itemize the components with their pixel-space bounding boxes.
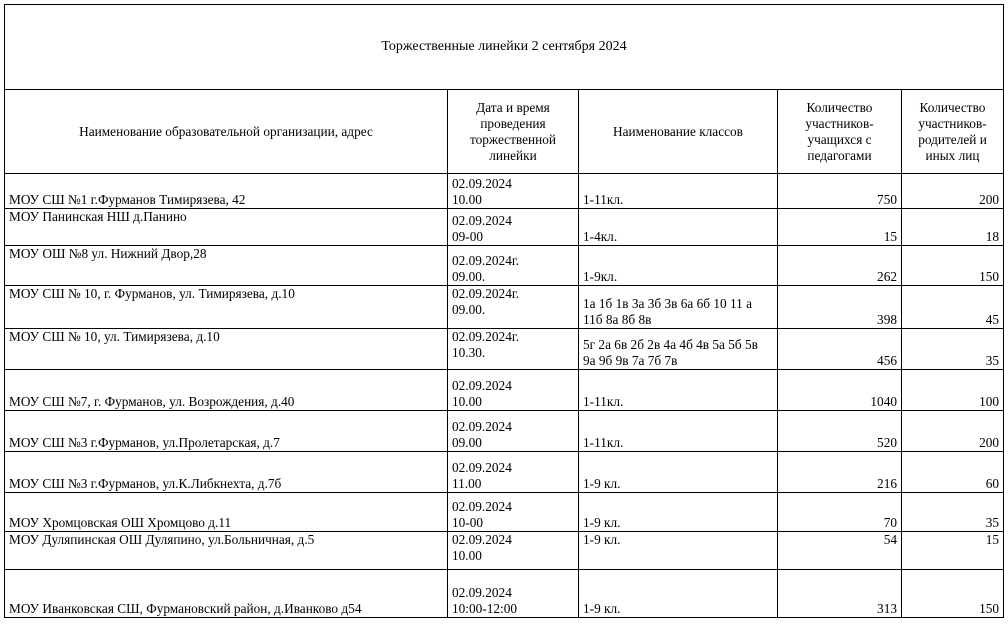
row-date-day: 02.09.2024г. (452, 253, 520, 268)
row-date-day: 02.09.2024 (452, 460, 512, 475)
table-row (5, 174, 1004, 209)
row-date-day: 02.09.2024 (452, 213, 512, 228)
row-classes: 1-4кл. (579, 209, 778, 246)
row-date-day: 02.09.2024 (452, 499, 512, 514)
row-date (448, 370, 579, 411)
row-parents: 18 (902, 209, 1004, 246)
row-classes: 1-11кл. (579, 411, 778, 452)
row-date-day: 02.09.2024 (452, 419, 512, 434)
table-row (5, 411, 1004, 452)
row-parents: 35 (902, 329, 1004, 370)
row-date-time: 11.00 (452, 476, 482, 491)
row-date-time: 10.00 (452, 394, 482, 409)
row-classes: 1-9кл. (579, 246, 778, 286)
row-students: 456 (778, 329, 902, 370)
row-date (448, 452, 579, 493)
header-classes: Наименование классов (579, 90, 778, 174)
row-date-day: 02.09.2024 (452, 378, 512, 393)
row-parents: 45 (902, 286, 1004, 329)
row-name: МОУ ОШ №8 ул. Нижний Двор,28 (5, 246, 448, 286)
row-date-time: 09.00. (452, 302, 486, 317)
row-date (448, 329, 579, 370)
row-date-time: 10:00-12:00 (452, 601, 518, 616)
row-students: 750 (778, 174, 902, 209)
row-students: 1040 (778, 370, 902, 411)
row-students: 54 (778, 532, 902, 570)
row-classes: 1-11кл. (579, 370, 778, 411)
header-parents: Количество участников-родителей и иных лиц (902, 90, 1004, 174)
row-parents: 100 (902, 370, 1004, 411)
row-parents: 15 (902, 532, 1004, 570)
row-classes: 1-9 кл. (579, 570, 778, 618)
row-date-time: 09.00 (452, 435, 482, 450)
table-row (5, 286, 1004, 329)
row-parents: 150 (902, 246, 1004, 286)
row-date-time: 10-00 (452, 515, 484, 530)
row-date-time: 10.00 (452, 192, 482, 207)
row-classes: 1-11кл. (579, 174, 778, 209)
row-name: МОУ Иванковская СШ, Фурмановский район, д.Иванково д54 (5, 570, 448, 618)
row-classes: 1а 1б 1в 3а 3б 3в 6а 6б 10 11 а 11б 8а 8б 8в (579, 286, 778, 329)
row-date-day: 02.09.2024 (452, 532, 512, 547)
row-name: МОУ СШ №3 г.Фурманов, ул.Пролетарская, д.7 (5, 411, 448, 452)
row-date-day: 02.09.2024г. (452, 329, 520, 344)
row-students: 15 (778, 209, 902, 246)
row-date-time: 09.00. (452, 269, 486, 284)
table-title: Торжественные линейки 2 сентября 2024 (5, 5, 1004, 90)
row-students: 398 (778, 286, 902, 329)
title-row (5, 5, 1004, 90)
row-date-time: 10.30. (452, 345, 486, 360)
row-students: 262 (778, 246, 902, 286)
row-students: 313 (778, 570, 902, 618)
row-date-day: 02.09.2024г. (452, 286, 520, 301)
row-classes: 1-9 кл. (579, 452, 778, 493)
row-students: 70 (778, 493, 902, 532)
row-date-time: 10.00 (452, 548, 482, 563)
table-row (5, 246, 1004, 286)
row-classes: 1-9 кл. (579, 493, 778, 532)
table-row (5, 370, 1004, 411)
row-parents: 200 (902, 411, 1004, 452)
row-name: МОУ СШ № 10, г. Фурманов, ул. Тимирязева, д.10 (5, 286, 448, 329)
row-date (448, 209, 579, 246)
table-row (5, 329, 1004, 370)
row-name: МОУ СШ № 10, ул. Тимирязева, д.10 (5, 329, 448, 370)
row-students: 520 (778, 411, 902, 452)
table-row (5, 209, 1004, 246)
row-students: 216 (778, 452, 902, 493)
row-date-day: 02.09.2024 (452, 585, 512, 600)
header-students: Количество участников-учащихся с педагогами (778, 90, 902, 174)
row-classes: 5г 2а 6в 2б 2в 4а 4б 4в 5а 5б 5в 9а 9б 9в 7а 7б 7в (579, 329, 778, 370)
table-row (5, 532, 1004, 570)
header-row (5, 90, 1004, 174)
row-name: МОУ Хромцовская ОШ Хромцово д.11 (5, 493, 448, 532)
table-row (5, 493, 1004, 532)
row-name: МОУ Панинская НШ д.Панино (5, 209, 448, 246)
table-row (5, 570, 1004, 618)
row-date (448, 493, 579, 532)
header-date: Дата и время проведения торжественной линейки (448, 90, 579, 174)
row-date (448, 246, 579, 286)
row-date-time: 09-00 (452, 229, 484, 244)
table-row (5, 452, 1004, 493)
row-date (448, 532, 579, 570)
row-date (448, 570, 579, 618)
row-date (448, 174, 579, 209)
header-name: Наименование образовательной организации, адрес (5, 90, 448, 174)
row-classes: 1-9 кл. (579, 532, 778, 570)
row-parents: 150 (902, 570, 1004, 618)
events-table (4, 4, 1004, 618)
row-date-day: 02.09.2024 (452, 176, 512, 191)
row-name: МОУ СШ №7, г. Фурманов, ул. Возрождения, д.40 (5, 370, 448, 411)
row-name: МОУ СШ №1 г.Фурманов Тимирязева, 42 (5, 174, 448, 209)
row-parents: 60 (902, 452, 1004, 493)
row-date (448, 286, 579, 329)
row-parents: 200 (902, 174, 1004, 209)
row-name: МОУ Дуляпинская ОШ Дуляпино, ул.Больничная, д.5 (5, 532, 448, 570)
row-parents: 35 (902, 493, 1004, 532)
row-date (448, 411, 579, 452)
row-name: МОУ СШ №3 г.Фурманов, ул.К.Либкнехта, д.7б (5, 452, 448, 493)
